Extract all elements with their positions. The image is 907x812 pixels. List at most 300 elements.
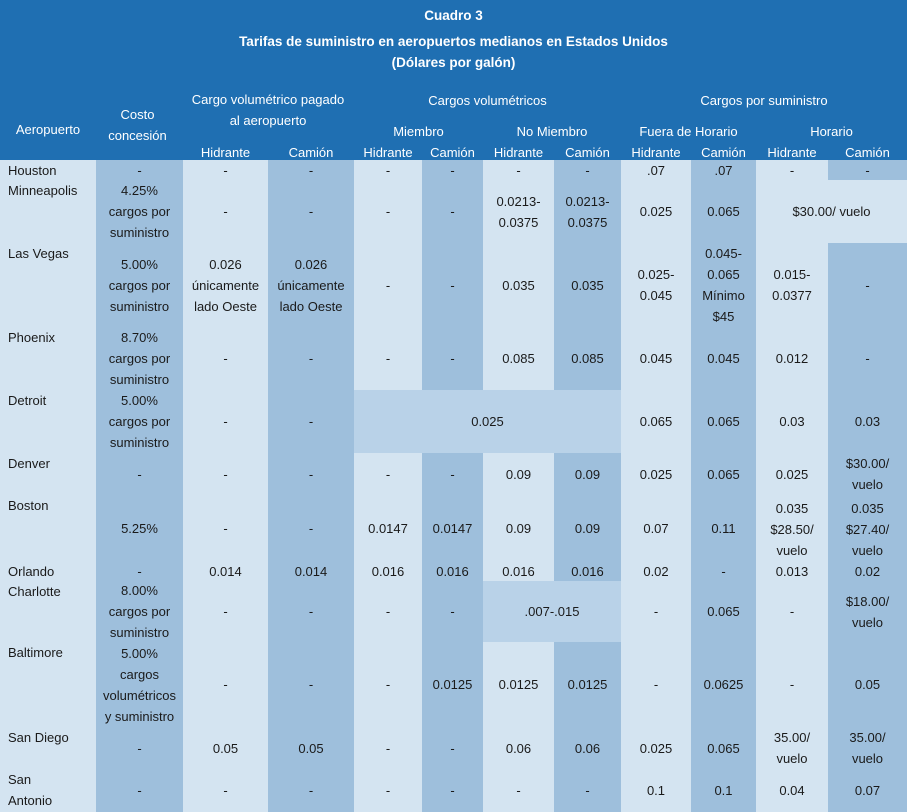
cell-value: - (653, 677, 659, 692)
cell-baltimore-nom-cam (554, 642, 621, 727)
cell-san-diego-mie-cam (422, 727, 483, 769)
airport-name: Denver (8, 456, 50, 471)
cell-value: 0.1 (714, 783, 733, 798)
airport-charlotte (0, 581, 96, 642)
cell-las-vegas-vol-hid (183, 243, 268, 327)
cell-boston-fue-hid (621, 495, 691, 561)
cell-value: - (516, 162, 521, 178)
cell-charlotte-hor-hid (756, 581, 828, 642)
cell-san-diego-hor-hid (756, 727, 828, 769)
cell-minneapolis-vol-cam (268, 180, 354, 243)
cell-value: - (223, 466, 228, 482)
cell-baltimore-hor-cam (828, 642, 907, 727)
cell-minneapolis-nom-cam (554, 180, 621, 243)
cell-charlotte-hor-cam (828, 581, 907, 642)
header-camion-8-text: Camión (701, 144, 746, 160)
header-miembro-text: Miembro (393, 123, 444, 139)
cell-value: - (137, 740, 142, 756)
cell-value: 4.25% cargos por suministro (108, 183, 171, 240)
cell-detroit-hor-cam (828, 390, 907, 453)
cell-orlando-fue-cam (691, 561, 756, 581)
cell-value: 0.025 (639, 204, 673, 219)
cell-san-diego-hor-cam (828, 727, 907, 769)
cell-value: - (137, 563, 142, 579)
cell-value: 0.065 (707, 414, 740, 429)
cell-value: 0.02 (854, 563, 881, 579)
table-subtitle (0, 30, 907, 52)
cell-value: 0.11 (711, 520, 736, 536)
cell-baltimore-nom-hid (483, 642, 554, 727)
header-hidrante-5-text: Hidrante (493, 144, 544, 160)
cell-value: 0.015- 0.0377 (772, 267, 812, 303)
cell-value: 0.014 (209, 563, 242, 579)
cell-baltimore-vol-hid (183, 642, 268, 727)
cell-denver-hor-cam (828, 453, 907, 495)
header-no-miembro (483, 120, 621, 142)
cell-houston-hor-cam (828, 160, 907, 180)
header-camion-10-text: Camión (845, 144, 890, 160)
volumetricos-merged-detroit (354, 390, 621, 453)
cell-detroit-vol-cam (268, 390, 354, 453)
cell-value: - (223, 783, 228, 798)
cell-value: - (137, 466, 142, 482)
cell-denver-mie-hid (354, 453, 422, 495)
cell-denver-costo (96, 453, 183, 495)
cell-value: 0.014 (294, 563, 328, 579)
cell-value: - (450, 783, 455, 798)
cell-value: - (308, 466, 314, 482)
header-camion-2-text: Camión (288, 144, 334, 160)
cell-denver-hor-hid (756, 453, 828, 495)
table-title-text: Cuadro 3 (424, 7, 483, 23)
header-cargos-volumetricos (354, 89, 621, 111)
cell-value: - (585, 783, 590, 798)
cell-value: $30.00/ vuelo (845, 456, 890, 492)
airport-name: Minneapolis (8, 183, 78, 198)
cell-value: - (308, 162, 314, 178)
airport-houston (0, 160, 96, 180)
cell-value: 5.00% cargos por suministro (108, 256, 171, 314)
cell-value: 0.0125 (498, 677, 539, 692)
airport-name: Baltimore (8, 645, 63, 660)
cell-minneapolis-vol-hid (183, 180, 268, 243)
cell-value: 0.0213- 0.0375 (496, 193, 541, 230)
header-camion-6-text: Camión (565, 144, 610, 160)
airport-phoenix (0, 327, 96, 390)
cell-phoenix-vol-hid (183, 327, 268, 390)
cell-san-antonio-fue-cam (691, 769, 756, 812)
cell-value: 0.026 únicamente lado Oeste (191, 256, 260, 314)
cell-value: .07 (646, 163, 666, 178)
cell-minneapolis-fue-hid (621, 180, 691, 243)
cell-value: 0.05 (298, 740, 324, 756)
airport-name: Orlando (8, 564, 55, 579)
cell-orlando-mie-hid (354, 561, 422, 581)
header-cargo-vol-pagado (188, 89, 348, 131)
cell-value: 0.045 (707, 351, 740, 366)
cell-value: - (653, 604, 659, 619)
cell-san-antonio-vol-hid (183, 769, 268, 812)
cell-las-vegas-nom-hid (483, 243, 554, 327)
cell-value: - (223, 414, 228, 429)
cell-charlotte-mie-cam (422, 581, 483, 642)
cell-value: - (385, 204, 391, 219)
cell-value: - (865, 162, 870, 178)
cell-phoenix-nom-hid (483, 327, 554, 390)
cell-san-diego-costo (96, 727, 183, 769)
cell-value: - (223, 204, 228, 219)
cell-san-diego-fue-cam (691, 727, 756, 769)
cell-value: - (308, 783, 314, 798)
airport-orlando (0, 561, 96, 581)
table-unit (0, 51, 907, 73)
header-horario-text: Horario (810, 123, 853, 139)
cell-value: 35.00/ vuelo (849, 730, 886, 766)
cell-baltimore-mie-hid (354, 642, 422, 727)
header-cargos-volumetricos-text: Cargos volumétricos (428, 92, 547, 108)
cell-value: 0.09 (574, 520, 601, 536)
header-hidrante-1-text: Hidrante (200, 144, 251, 160)
airport-name: Houston (8, 163, 57, 178)
cell-san-antonio-hor-cam (828, 769, 907, 812)
cell-orlando-hor-cam (828, 561, 907, 581)
cell-detroit-hor-hid (756, 390, 828, 453)
header-miembro (354, 120, 483, 142)
cell-denver-fue-hid (621, 453, 691, 495)
cell-boston-mie-hid (354, 495, 422, 561)
cell-baltimore-mie-cam (422, 642, 483, 727)
cell-value: 0.045 (639, 351, 673, 366)
cell-value: 0.0625 (703, 677, 744, 692)
cell-phoenix-costo (96, 327, 183, 390)
cell-san-antonio-mie-hid (354, 769, 422, 812)
cell-boston-hor-cam (828, 495, 907, 561)
cell-value: - (308, 604, 314, 619)
cell-value: - (450, 162, 455, 178)
cell-orlando-hor-hid (756, 561, 828, 581)
cell-value: 0.012 (775, 351, 809, 366)
cell-value: - (450, 277, 455, 293)
cell-boston-vol-hid (183, 495, 268, 561)
cell-value: 0.065 (639, 414, 673, 429)
table-title (0, 4, 907, 26)
cell-phoenix-nom-cam (554, 327, 621, 390)
cell-charlotte-costo (96, 581, 183, 642)
header-cargo-vol-pagado-text: Cargo volumétrico pagado al aeropuerto (191, 92, 345, 128)
cell-las-vegas-costo (96, 243, 183, 327)
cell-phoenix-mie-hid (354, 327, 422, 390)
cell-houston-nom-cam (554, 160, 621, 180)
header-hidrante-3-text: Hidrante (363, 144, 413, 160)
airport-san-diego (0, 727, 96, 769)
cell-las-vegas-hor-cam (828, 243, 907, 327)
header-hidrante-7-text: Hidrante (631, 144, 681, 160)
cell-charlotte-vol-hid (183, 581, 268, 642)
cell-value: 0.09 (505, 466, 532, 482)
cell-las-vegas-nom-cam (554, 243, 621, 327)
cell-value: $30.00/ vuelo (792, 204, 871, 219)
cell-minneapolis-mie-hid (354, 180, 422, 243)
cell-minneapolis-costo (96, 180, 183, 243)
airport-boston (0, 495, 96, 561)
cell-value: 0.03 (854, 414, 881, 429)
cell-san-antonio-vol-cam (268, 769, 354, 812)
airport-minneapolis (0, 180, 96, 243)
cell-value: 0.026 únicamente lado Oeste (277, 256, 345, 314)
cell-boston-mie-cam (422, 495, 483, 561)
cell-value: 0.025 (471, 414, 504, 429)
cell-value: - (308, 520, 314, 536)
cell-phoenix-mie-cam (422, 327, 483, 390)
cell-value: - (789, 162, 795, 178)
cell-value: 0.065 (707, 466, 740, 482)
cell-value: - (789, 677, 795, 692)
cell-value: 0.025- 0.045 (637, 267, 675, 303)
cell-houston-vol-cam (268, 160, 354, 180)
cell-value: 0.085 (571, 351, 604, 366)
cell-san-diego-nom-cam (554, 727, 621, 769)
cell-san-diego-fue-hid (621, 727, 691, 769)
cell-value: 0.035 (571, 277, 604, 293)
cell-las-vegas-fue-cam (691, 243, 756, 327)
header-no-miembro-text: No Miembro (516, 123, 588, 139)
cell-phoenix-fue-cam (691, 327, 756, 390)
table-unit-text: (Dólares por galón) (391, 54, 516, 70)
cell-san-antonio-nom-cam (554, 769, 621, 812)
cell-orlando-costo (96, 561, 183, 581)
cell-value: 0.09 (574, 466, 601, 482)
header-costo-concesion (100, 104, 175, 146)
cell-value: 0.085 (502, 351, 535, 366)
cell-charlotte-vol-cam (268, 581, 354, 642)
cell-value: - (223, 520, 228, 536)
cell-value: 0.09 (505, 520, 532, 536)
cell-value: .07 (714, 163, 733, 178)
airport-name: San Diego (8, 730, 69, 745)
cell-value: - (137, 162, 142, 178)
cell-detroit-vol-hid (183, 390, 268, 453)
cell-value: 0.025 (775, 466, 809, 482)
airport-baltimore (0, 642, 96, 727)
cell-charlotte-fue-hid (621, 581, 691, 642)
cell-value: 0.0125 (432, 677, 473, 692)
cell-las-vegas-vol-cam (268, 243, 354, 327)
header-fuera-horario (621, 120, 756, 142)
cell-value: 0.06 (574, 740, 601, 756)
cell-value: - (385, 604, 391, 619)
cell-value: 0.03 (779, 414, 805, 429)
cell-value: 0.07 (854, 783, 881, 798)
cell-value: 0.025 (639, 740, 673, 756)
cell-value: - (450, 740, 455, 756)
cell-value: 0.016 (371, 563, 405, 579)
cell-san-diego-nom-hid (483, 727, 554, 769)
cell-value: - (308, 677, 314, 692)
cell-value: - (385, 162, 391, 178)
cell-value: 0.065 (707, 740, 740, 756)
cell-denver-vol-hid (183, 453, 268, 495)
cell-orlando-mie-cam (422, 561, 483, 581)
airport-name: Detroit (8, 393, 47, 408)
airport-name: San Antonio (8, 772, 53, 808)
cell-orlando-nom-cam (554, 561, 621, 581)
horario-merged-minneapolis (756, 180, 907, 243)
cell-denver-mie-cam (422, 453, 483, 495)
cell-value: - (137, 783, 142, 798)
cell-value: - (223, 162, 228, 178)
cell-baltimore-costo (96, 642, 183, 727)
cell-value: - (450, 204, 455, 219)
cell-minneapolis-mie-cam (422, 180, 483, 243)
cell-value: - (308, 414, 314, 429)
airport-name: Charlotte (8, 584, 61, 599)
cell-value: - (450, 604, 455, 619)
header-costo-concesion-text: Costo concesión (108, 107, 167, 143)
cell-value: 8.00% cargos por suministro (108, 583, 171, 640)
cell-phoenix-fue-hid (621, 327, 691, 390)
cell-detroit-fue-cam (691, 390, 756, 453)
cell-phoenix-hor-cam (828, 327, 907, 390)
cell-value: 0.05 (854, 677, 881, 692)
cell-las-vegas-mie-cam (422, 243, 483, 327)
cell-boston-hor-hid (756, 495, 828, 561)
cell-value: 0.0125 (567, 677, 608, 692)
cell-detroit-costo (96, 390, 183, 453)
cell-value: 35.00/ vuelo (773, 730, 811, 766)
table-subtitle-text: Tarifas de suministro en aeropuertos medianos en Estados Unidos (239, 33, 668, 49)
cell-value: 0.05 (212, 740, 239, 756)
cell-value: - (385, 277, 391, 293)
cell-phoenix-vol-cam (268, 327, 354, 390)
cell-minneapolis-fue-cam (691, 180, 756, 243)
airport-name: Boston (8, 498, 49, 513)
cell-value: .007-.015 (524, 604, 580, 619)
cell-value: 0.0147 (368, 520, 408, 536)
airport-name: Phoenix (8, 330, 55, 345)
cell-value: 0.04 (779, 783, 805, 798)
cell-houston-mie-cam (422, 160, 483, 180)
cell-value: - (385, 740, 391, 756)
header-horario (756, 120, 907, 142)
cell-minneapolis-nom-hid (483, 180, 554, 243)
cell-value: $18.00/ vuelo (845, 593, 890, 630)
cell-denver-fue-cam (691, 453, 756, 495)
cell-value: 0.0213- 0.0375 (565, 193, 610, 230)
cell-value: - (223, 677, 228, 692)
cell-san-antonio-hor-hid (756, 769, 828, 812)
cell-value: 5.00% cargos volumétricos y suministro (103, 645, 176, 724)
header-cargos-suministro (621, 89, 907, 111)
cell-denver-nom-cam (554, 453, 621, 495)
cell-value: - (585, 162, 590, 178)
cell-houston-hor-hid (756, 160, 828, 180)
cell-value: 0.045- 0.065 Mínimo $45 (702, 246, 745, 324)
cell-value: 0.035 (502, 277, 535, 293)
cell-denver-nom-hid (483, 453, 554, 495)
cell-value: 0.025 (639, 466, 673, 482)
airport-name: Las Vegas (8, 246, 69, 261)
cell-value: 0.016 (571, 563, 604, 579)
cell-value: - (865, 277, 870, 293)
airport-san-antonio (0, 769, 96, 812)
airport-detroit (0, 390, 96, 453)
cell-value: - (789, 604, 795, 619)
cell-value: 5.00% cargos por suministro (108, 393, 171, 450)
cell-value: - (385, 466, 391, 482)
cell-boston-vol-cam (268, 495, 354, 561)
header-hidrante-9-text: Hidrante (767, 144, 817, 160)
cell-orlando-vol-hid (183, 561, 268, 581)
cell-value: 0.035 $27.40/ vuelo (845, 501, 890, 558)
no-miembro-merged-charlotte (483, 581, 621, 642)
cell-san-diego-mie-hid (354, 727, 422, 769)
cell-value: 8.70% cargos por suministro (108, 330, 171, 387)
header-camion-4-text: Camión (430, 144, 475, 160)
cell-value: - (223, 351, 228, 366)
airport-denver (0, 453, 96, 495)
cell-value: 0.1 (646, 783, 666, 798)
airport-las-vegas (0, 243, 96, 327)
cell-value: - (516, 783, 521, 798)
header-aeropuerto (0, 118, 96, 140)
cell-value: 0.016 (436, 563, 469, 579)
cell-value: 0.07 (643, 520, 669, 536)
cell-san-diego-vol-hid (183, 727, 268, 769)
cell-las-vegas-fue-hid (621, 243, 691, 327)
cell-baltimore-hor-hid (756, 642, 828, 727)
cell-houston-nom-hid (483, 160, 554, 180)
cell-boston-nom-hid (483, 495, 554, 561)
cell-value: 0.035 $28.50/ vuelo (770, 501, 814, 558)
cell-las-vegas-mie-hid (354, 243, 422, 327)
cell-value: 0.013 (775, 563, 809, 579)
cell-value: 5.25% (121, 520, 158, 536)
cell-value: - (721, 563, 726, 579)
cell-baltimore-vol-cam (268, 642, 354, 727)
cell-value: - (385, 677, 391, 692)
cell-value: - (385, 351, 391, 366)
cell-value: 0.02 (643, 563, 669, 579)
cell-denver-vol-cam (268, 453, 354, 495)
cell-san-antonio-fue-hid (621, 769, 691, 812)
cell-boston-nom-cam (554, 495, 621, 561)
cell-orlando-fue-hid (621, 561, 691, 581)
cell-houston-mie-hid (354, 160, 422, 180)
cell-value: - (865, 351, 870, 366)
cell-houston-fue-cam (691, 160, 756, 180)
cell-value: - (308, 204, 314, 219)
cell-baltimore-fue-cam (691, 642, 756, 727)
cell-houston-fue-hid (621, 160, 691, 180)
cell-value: - (385, 783, 391, 798)
cell-charlotte-fue-cam (691, 581, 756, 642)
cell-san-antonio-mie-cam (422, 769, 483, 812)
cell-value: - (450, 466, 455, 482)
header-fuera-horario-text: Fuera de Horario (639, 123, 738, 139)
header-aeropuerto-text: Aeropuerto (15, 121, 81, 137)
cell-orlando-nom-hid (483, 561, 554, 581)
cell-las-vegas-hor-hid (756, 243, 828, 327)
cell-value: 0.0147 (432, 520, 473, 536)
cell-orlando-vol-cam (268, 561, 354, 581)
cell-detroit-fue-hid (621, 390, 691, 453)
cell-value: 0.065 (707, 204, 740, 219)
cell-value: - (450, 351, 455, 366)
cell-baltimore-fue-hid (621, 642, 691, 727)
header-cargos-suministro-text: Cargos por suministro (700, 92, 828, 108)
cell-san-antonio-costo (96, 769, 183, 812)
cell-houston-vol-hid (183, 160, 268, 180)
